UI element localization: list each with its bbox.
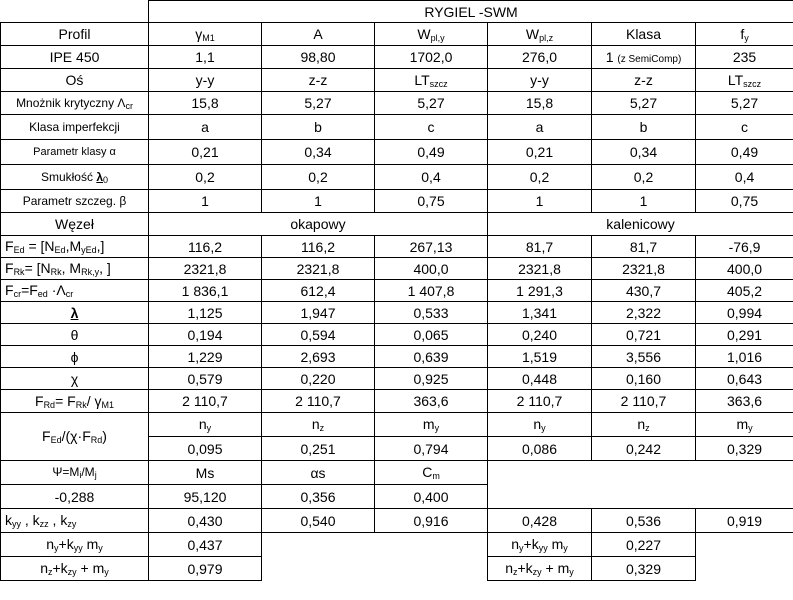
table-cell: 0,220	[262, 368, 375, 390]
table-cell: 0,2	[592, 165, 696, 190]
table-cell: c	[375, 115, 488, 140]
table-cell: 1,519	[488, 346, 592, 368]
theta-label: θ	[1, 324, 149, 346]
table-cell: 0,34	[592, 140, 696, 165]
table-cell: y-y	[488, 69, 592, 92]
table-cell: 0,291	[696, 324, 793, 346]
slenderness-label: Smukłość $\lambda_0$	[1, 165, 149, 190]
table-cell: z-z	[592, 69, 696, 92]
node-label: Węzeł	[1, 213, 149, 236]
table-cell: 1,229	[149, 346, 262, 368]
table-cell: 0,49	[696, 140, 793, 165]
check-y-left-value: 0,437	[149, 533, 262, 557]
blank-area	[262, 533, 488, 557]
table-cell: 1	[262, 190, 375, 213]
table-cell: αs	[262, 461, 375, 485]
node-row	[1, 213, 793, 236]
imperfection-class-row	[1, 115, 793, 140]
table-cell: 2321,8	[262, 258, 375, 280]
table-cell: 0,160	[592, 368, 696, 390]
table-cell: 2,322	[592, 302, 696, 324]
table-cell: 1	[488, 190, 592, 213]
table-cell: 0,75	[375, 190, 488, 213]
blank-area	[696, 533, 793, 557]
frd-label: $F_{Rd}= F_{Rk}/$ $\gamma_{M1}$	[1, 390, 149, 413]
header-fy: $f_y$	[696, 23, 793, 46]
table-cell: 0,579	[149, 368, 262, 390]
psi-label: $\Psi=M_i/M_j$	[1, 461, 149, 485]
table-cell: $m_y$	[375, 413, 488, 437]
k-factors-label: $k_{yy}$ , $k_{zz}$ , $k_{zy}$	[1, 509, 149, 533]
table-cell: 0,21	[488, 140, 592, 165]
table-cell: b	[262, 115, 375, 140]
check-z-right-label: $n_z+k_{zy} + m_y$	[488, 557, 592, 581]
table-cell: 430,7	[592, 280, 696, 302]
k-factors-row	[1, 509, 793, 533]
table-cell: 0,533	[375, 302, 488, 324]
profile-klasa: 1 (z SemiComp)	[592, 46, 696, 69]
blank-area	[696, 557, 793, 581]
table-cell: -76,9	[696, 236, 793, 258]
table-cell: 0,21	[149, 140, 262, 165]
table-cell: y-y	[149, 69, 262, 92]
table-cell: 0,794	[375, 437, 488, 461]
critical-multiplier-row	[1, 92, 793, 115]
table-cell: 5,27	[592, 92, 696, 115]
table-cell: $n_y$	[488, 413, 592, 437]
table-cell: 5,27	[262, 92, 375, 115]
slenderness-row	[1, 165, 793, 190]
table-cell: 0,594	[262, 324, 375, 346]
corner-blank	[1, 1, 149, 23]
table-cell: $C_m$	[375, 461, 488, 485]
table-cell: $n_z$	[262, 413, 375, 437]
table-cell: 1 836,1	[149, 280, 262, 302]
table-cell: 2 110,7	[488, 390, 592, 413]
profile-wplz: 276,0	[488, 46, 592, 69]
table-cell: 2321,8	[488, 258, 592, 280]
table-cell: 1,947	[262, 302, 375, 324]
check-z-row	[1, 557, 793, 581]
table-cell: 0,919	[696, 509, 793, 533]
node-ridge: kalenicowy	[488, 213, 793, 236]
header-row	[1, 23, 793, 46]
table-cell: 116,2	[262, 236, 375, 258]
imperfection-class-label: Klasa imperfekcji	[1, 115, 149, 140]
alpha-parameter-label: Parametr klasy α	[1, 140, 149, 165]
psi-value-row	[1, 485, 793, 509]
table-cell: 0,639	[375, 346, 488, 368]
table-cell: a	[149, 115, 262, 140]
table-cell: 0,721	[592, 324, 696, 346]
axis-label: Oś	[1, 69, 149, 92]
ratio-header-row	[1, 413, 793, 437]
table-cell: 0,643	[696, 368, 793, 390]
table-cell: z-z	[262, 69, 375, 92]
table-cell: 0,75	[696, 190, 793, 213]
phi-label: ϕ	[1, 346, 149, 368]
beta-parameter-label: Parametr szczeg. β	[1, 190, 149, 213]
table-cell: 5,27	[375, 92, 488, 115]
table-cell: 0,2	[488, 165, 592, 190]
fcr-row	[1, 280, 793, 302]
table-cell: 0,329	[696, 437, 793, 461]
psi-header-row	[1, 461, 793, 485]
table-cell: 95,120	[149, 485, 262, 509]
table-cell: 1,125	[149, 302, 262, 324]
beta-parameter-row	[1, 190, 793, 213]
check-z-label: $n_z+k_{zy} + m_y$	[1, 557, 149, 581]
fed-row	[1, 236, 793, 258]
axis-row	[1, 69, 793, 92]
check-y-row	[1, 533, 793, 557]
header-area: A	[262, 23, 375, 46]
table-cell: $LT_{szcz}$	[696, 69, 793, 92]
check-y-right-label: $n_y+k_{yy}$ $m_y$	[488, 533, 592, 557]
table-cell: 2,693	[262, 346, 375, 368]
profile-wply: 1702,0	[375, 46, 488, 69]
header-wplz: $W_{pl,z}$	[488, 23, 592, 46]
header-klasa: Klasa	[592, 23, 696, 46]
table-cell: 0,240	[488, 324, 592, 346]
profile-name: IPE 450	[1, 46, 149, 69]
table-cell: a	[488, 115, 592, 140]
header-profil: Profil	[1, 23, 149, 46]
table-cell: 2321,8	[592, 258, 696, 280]
fed-label: $F_{Ed} = [N_{Ed},M_{yEd},]$	[1, 236, 149, 258]
table-cell: 81,7	[488, 236, 592, 258]
header-gamma-m1: $\gamma_{M1}$	[149, 23, 262, 46]
table-cell: $LT_{szcz}$	[375, 69, 488, 92]
table-cell: 2 110,7	[149, 390, 262, 413]
table-title: RYGIEL -SWM	[149, 1, 793, 23]
table-cell: c	[696, 115, 793, 140]
table-cell: 0,400	[375, 485, 488, 509]
table-cell: 0,2	[262, 165, 375, 190]
table-cell: Ms	[149, 461, 262, 485]
table-cell: 15,8	[149, 92, 262, 115]
table-cell: 81,7	[592, 236, 696, 258]
table-cell: 363,6	[696, 390, 793, 413]
table-cell: 1,016	[696, 346, 793, 368]
table-cell: $n_z$	[592, 413, 696, 437]
check-z-left-value: 0,979	[149, 557, 262, 581]
frk-label: $F_{Rk}= [N_{Rk}$, $M_{Rk,y}$, ]	[1, 258, 149, 280]
alpha-parameter-row	[1, 140, 793, 165]
check-y-label: $n_y+k_{yy}$ $m_y$	[1, 533, 149, 557]
node-eaves: okapowy	[149, 213, 488, 236]
table-cell: $n_y$	[149, 413, 262, 437]
profile-fy: 235	[696, 46, 793, 69]
table-cell: 0,086	[488, 437, 592, 461]
theta-row	[1, 324, 793, 346]
blank-area	[262, 557, 488, 581]
table-cell: 0,994	[696, 302, 793, 324]
table-cell: $m_y$	[696, 413, 793, 437]
chi-label: χ	[1, 368, 149, 390]
table-cell: 0,916	[375, 509, 488, 533]
table-cell: 0,34	[262, 140, 375, 165]
table-cell: 0,540	[262, 509, 375, 533]
blank-area	[488, 461, 793, 485]
table-cell: 15,8	[488, 92, 592, 115]
table-cell: 1 407,8	[375, 280, 488, 302]
check-z-right-value: 0,329	[592, 557, 696, 581]
frd-row	[1, 390, 793, 413]
table-cell: 0,194	[149, 324, 262, 346]
table-cell: 116,2	[149, 236, 262, 258]
table-cell: 0,428	[488, 509, 592, 533]
table-cell: 1 291,3	[488, 280, 592, 302]
critical-multiplier-label: Mnożnik krytyczny $\Lambda_{cr}$	[1, 92, 149, 115]
check-y-right-value: 0,227	[592, 533, 696, 557]
table-cell: b	[592, 115, 696, 140]
fcr-label: $F_{cr}=F_{ed} \cdot\Lambda_{cr}$	[1, 280, 149, 302]
table-cell: 0,448	[488, 368, 592, 390]
phi-row	[1, 346, 793, 368]
table-cell: 2321,8	[149, 258, 262, 280]
table-cell: 400,0	[696, 258, 793, 280]
profile-area: 98,80	[262, 46, 375, 69]
table-cell: 363,6	[375, 390, 488, 413]
table-cell: 0,065	[375, 324, 488, 346]
profile-gm1: 1,1	[149, 46, 262, 69]
table-cell: 0,095	[149, 437, 262, 461]
table-cell: 612,4	[262, 280, 375, 302]
table-cell: 0,4	[375, 165, 488, 190]
blank-area	[488, 485, 793, 509]
table-cell: 0,242	[592, 437, 696, 461]
table-cell: 0,536	[592, 509, 696, 533]
header-wply: $W_{pl,y}$	[375, 23, 488, 46]
table-cell: 0,4	[696, 165, 793, 190]
table-cell: 1	[149, 190, 262, 213]
table-cell: 2 110,7	[592, 390, 696, 413]
table-cell: 0,49	[375, 140, 488, 165]
table-cell: 0,430	[149, 509, 262, 533]
table-cell: 3,556	[592, 346, 696, 368]
table-cell: 1	[592, 190, 696, 213]
profile-row	[1, 46, 793, 69]
frk-row	[1, 258, 793, 280]
table-cell: 5,27	[696, 92, 793, 115]
table-cell: 0,251	[262, 437, 375, 461]
lambda-label: λ	[1, 302, 149, 324]
table-cell: 405,2	[696, 280, 793, 302]
lambda-row	[1, 302, 793, 324]
table-cell: 0,356	[262, 485, 375, 509]
table-cell: 0,2	[149, 165, 262, 190]
table-cell: 2 110,7	[262, 390, 375, 413]
ratio-label: $F_{Ed}/(\chi\cdot F_{Rd})$	[1, 413, 149, 461]
table-cell: 267,13	[375, 236, 488, 258]
table-cell: 0,925	[375, 368, 488, 390]
psi-value: -0,288	[1, 485, 149, 509]
table-cell: 400,0	[375, 258, 488, 280]
chi-row	[1, 368, 793, 390]
table-cell: 1,341	[488, 302, 592, 324]
